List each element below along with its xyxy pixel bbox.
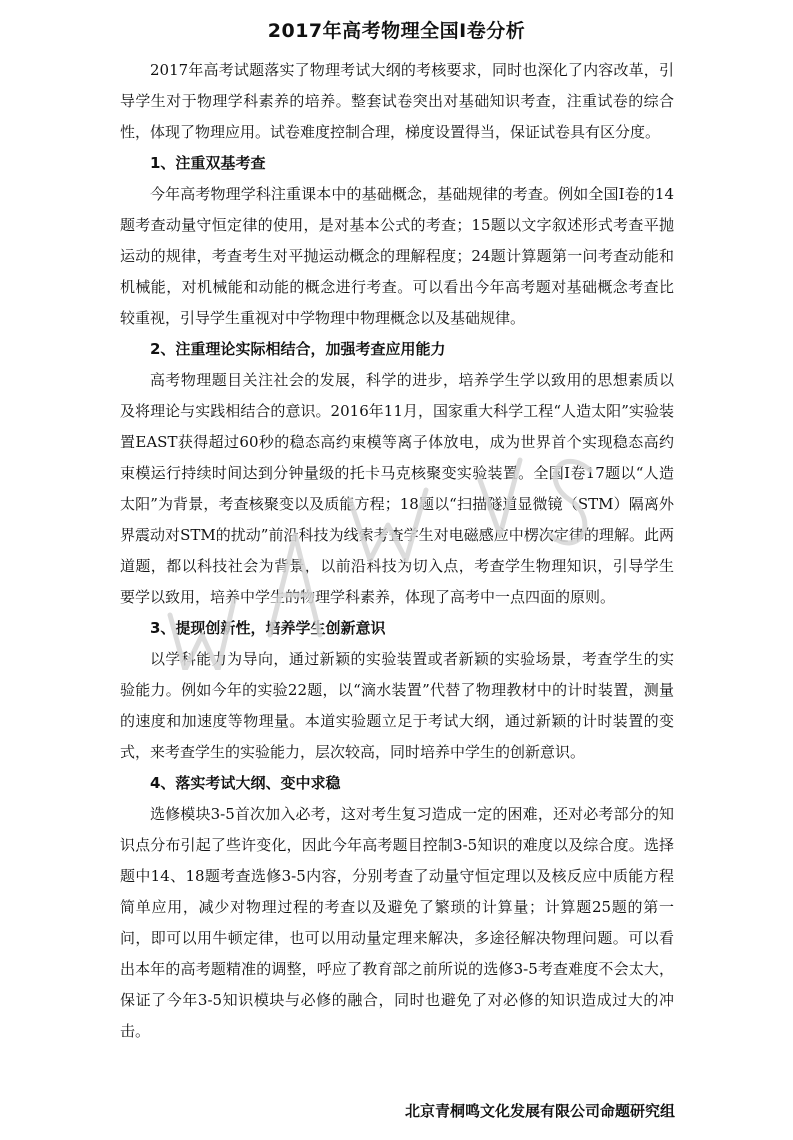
section-body-1: 今年高考物理学科注重课本中的基础概念，基础规律的考查。例如全国Ⅰ卷的14题考查动量守恒定律的使用，是对基本公式的考查；15题以文字叙述形式考查平抛运动的规律，考查考生对平抛运动概念的理解程度；24题计算题第一问考查动能和机械能，对机械能和动能的概念进行考查。可以看出今年高考题对基础概念考查比较重视，引导学生重视对中学物理中物理概念以及基础规律。 xyxy=(120,185,674,327)
section-heading-4: 4、落实考试大纲、变中求稳 xyxy=(150,774,341,792)
document-title: 2017年高考物理全国Ⅰ卷分析 xyxy=(267,20,526,42)
footer-signature: 北京青桐鸣文化发展有限公司命题研究组 xyxy=(404,1102,675,1120)
section-body-3: 以学科能力为导向，通过新颖的实验装置或者新颖的实验场景，考查学生的实验能力。例如今年的实验22题，以“滴水装置”代替了物理教材中的计时装置，测量的速度和加速度等物理量。本道实验题立足于考试大纲，通过新颖的计时装置的变式，来考查学生的实验能力，层次较高，同时培养中学生的创新意识。 xyxy=(120,650,674,761)
document-body xyxy=(120,55,674,1047)
intro-paragraph: 2017年高考试题落实了物理考试大纲的考核要求，同时也深化了内容改革，引导学生对于物理学科素养的培养。整套试卷突出对基础知识考查，注重试卷的综合性，体现了物理应用。试卷难度控制合理，梯度设置得当，保证试卷具有区分度。 xyxy=(120,61,674,141)
section-heading-2: 2、注重理论实际相结合，加强考查应用能力 xyxy=(150,340,446,358)
section-heading-3: 3、提现创新性，培养学生创新意识 xyxy=(150,619,386,637)
section-body-4: 选修模块3-5首次加入必考，这对考生复习造成一定的困难，还对必考部分的知识点分布引起了些许变化，因此今年高考题目控制3-5知识的难度以及综合度。选择题中14、18题考查选修3-5内容，分别考查了动量守恒定理以及核反应中质能方程简单应用，减少对物理过程的考查以及避免了繁琐的计算量；计算题25题的第一问，即可以用牛顿定律，也可以用动量定理来解决，多途径解决物理问题。可以看出本年的高考题精准的调整，呼应了教育部之前所说的选修3-5考查难度不会太大，保证了今年3-5知识模块与必修的融合，同时也避免了对必修的知识造成过大的冲击。 xyxy=(120,805,674,1040)
section-heading-1: 1、注重双基考查 xyxy=(150,154,266,172)
section-body-2: 高考物理题目关注社会的发展，科学的进步，培养学生学以致用的思想素质以及将理论与实践相结合的意识。2016年11月，国家重大科学工程“人造太阳”实验装置EAST获得超过60秒的稳态高约束模等离子体放电，成为世界首个实现稳态高约束模运行持续时间达到分钟量级的托卡马克核聚变实验装置。全国Ⅰ卷17题以“人造太阳”为背景，考查核聚变以及质能方程；18题以“扫描隧道显微镜（STM）隔离外界震动对STM的扰动”前沿科技为线索考查学生对电磁感应中楞次定律的理解。此两道题，都以科技社会为背景，以前沿科技为切入点，考查学生物理知识，引导学生要学以致用，培养中学生的物理学科素养，体现了高考中一点四面的原则。 xyxy=(120,371,674,606)
